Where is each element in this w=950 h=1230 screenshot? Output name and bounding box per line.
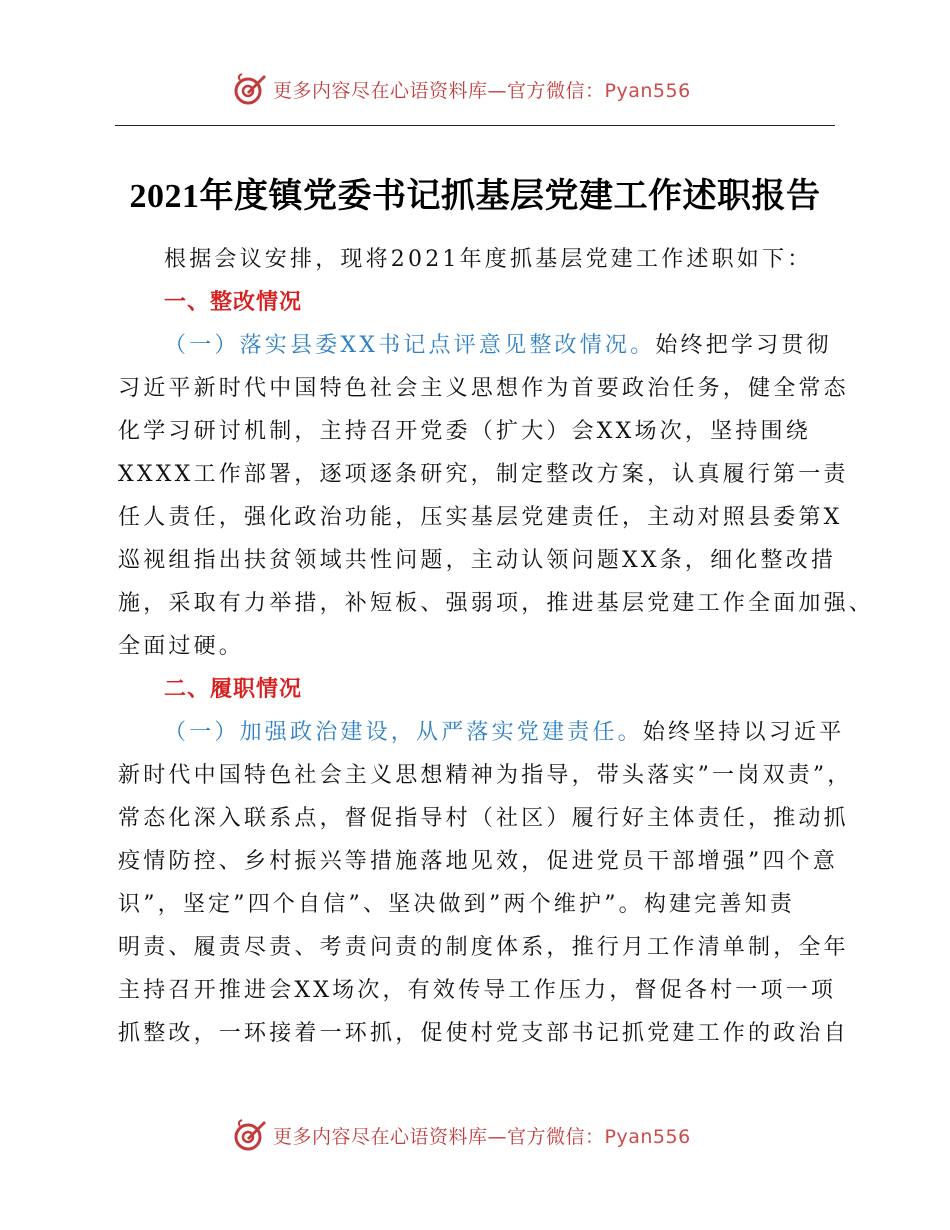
paragraph-line: 任人责任，强化政治功能，压实基层党建责任，主动对照县委第X xyxy=(118,505,843,530)
paragraph-line xyxy=(118,711,845,754)
paragraph-line: 常态化深入联系点，督促指导村（社区）履行好主体责任，推动抓 xyxy=(118,806,849,831)
header-watermark xyxy=(0,68,950,112)
intro-paragraph: 根据会议安排，现将2021年度抓基层党建工作述职如下： xyxy=(164,247,813,272)
paragraph-line: 明责、履责尽责、考责问责的制度体系，推行月工作清单制，全年 xyxy=(118,935,849,960)
paragraph-line: 主持召开推进会XX场次，有效传导工作压力，督促各村一项一项 xyxy=(118,978,837,1003)
paragraph-line xyxy=(118,324,834,367)
header-divider xyxy=(115,125,835,126)
paragraph-text: 始终坚持以习近平 xyxy=(642,720,845,745)
watermark-banner xyxy=(233,1118,691,1152)
watermark-text: 更多内容尽在心语资料库—官方微信：Pyan556 xyxy=(273,79,691,102)
paragraph-line: 化学习研讨机制，主持召开党委（扩大）会XX场次，坚持围绕 xyxy=(118,419,811,444)
wechat-id: Pyan556 xyxy=(604,79,691,102)
paragraph-text: 始终把学习贯彻 xyxy=(655,333,832,358)
document-title: 2021年度镇党委书记抓基层党建工作述职报告 xyxy=(129,178,821,215)
paragraph-line: 习近平新时代中国特色社会主义思想作为首要政治任务，健全常态 xyxy=(118,376,849,401)
section-heading-1: 一、整改情况 xyxy=(164,290,303,315)
wechat-id: Pyan556 xyxy=(604,1125,691,1148)
paragraph-line: 疫情防控、乡村振兴等措施落地见效，促进党员干部增强”四个意 xyxy=(118,849,839,874)
section-1-paragraph xyxy=(118,367,875,668)
paragraph-line: 全面过硬。 xyxy=(118,634,245,659)
paragraph-line: 施，采取有力举措，补短板、强弱项，推进基层党建工作全面加强、 xyxy=(118,591,875,616)
section-heading-2: 二、履职情况 xyxy=(164,677,303,702)
document-body xyxy=(118,238,875,1055)
pen-logo-icon xyxy=(233,1118,267,1152)
section-2-paragraph xyxy=(118,754,853,1055)
subsection-heading-2-1: （一）加强政治建设，从严落实党建责任。 xyxy=(164,720,643,745)
paragraph-line: 巡视组指出扶贫领域共性问题，主动认领问题XX条，细化整改措 xyxy=(118,548,837,573)
paragraph-line: 抓整改，一环接着一环抓，促使村党支部书记抓党建工作的政治自 xyxy=(118,1021,849,1046)
subsection-heading-1-1: （一）落实县委XX书记点评意见整改情况。 xyxy=(164,333,656,358)
paragraph-line: XXXX工作部署，逐项逐条研究，制定整改方案，认真履行第一责 xyxy=(118,462,849,487)
footer-watermark xyxy=(0,1114,950,1158)
watermark-text: 更多内容尽在心语资料库—官方微信：Pyan556 xyxy=(273,1125,691,1148)
pen-logo-icon xyxy=(233,72,267,106)
watermark-banner xyxy=(233,72,691,106)
paragraph-line: 识”，坚定”四个自信”、坚决做到”两个维护”。构建完善知责 xyxy=(118,892,796,917)
paragraph-line: 新时代中国特色社会主义思想精神为指导，带头落实”一岗双责”， xyxy=(118,763,853,788)
